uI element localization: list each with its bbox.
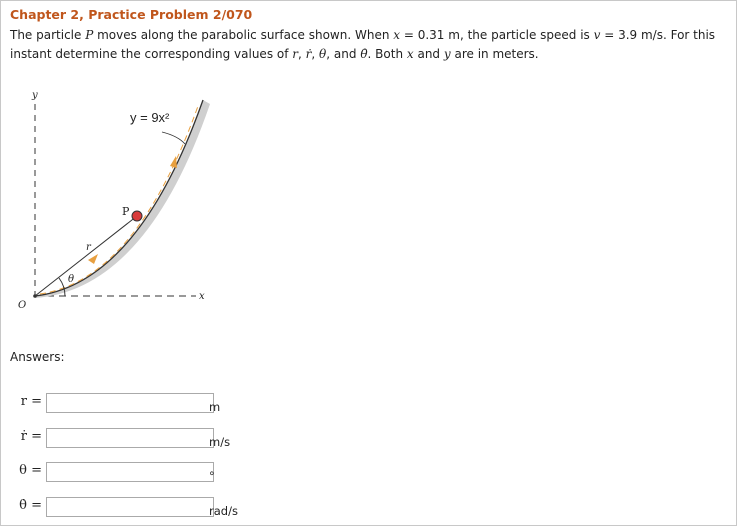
- problem-text: = 0.31 m, the particle speed is: [400, 28, 594, 42]
- parabola-figure: [18, 84, 228, 329]
- answer-row-thetadot: [10, 496, 250, 518]
- problem-text: ,: [311, 47, 320, 61]
- parabolic-surface-shade: [35, 100, 210, 298]
- answer-symbol: θ =: [19, 463, 42, 478]
- particle-path: [40, 106, 198, 294]
- problem-statement: [10, 26, 725, 64]
- curve-label: y = 9x²: [130, 110, 170, 125]
- answer-input-thetadot[interactable]: [46, 497, 214, 517]
- answer-input-rdot[interactable]: [46, 428, 214, 448]
- r-label: r: [86, 242, 91, 253]
- answer-symbol: ṙ =: [20, 429, 42, 444]
- path-arrow-icon: [88, 254, 98, 264]
- theta-label: θ: [68, 274, 75, 285]
- problem-text: The particle: [10, 28, 86, 42]
- var-x: x: [393, 28, 401, 42]
- answers-heading: Answers:: [10, 350, 65, 364]
- var-v: v: [593, 28, 601, 42]
- x-axis-label: x: [199, 291, 205, 302]
- point-label: P: [122, 205, 130, 218]
- var-theta: θ: [319, 47, 327, 61]
- var-x: x: [406, 47, 414, 61]
- answer-unit: rad/s: [209, 504, 238, 518]
- answer-unit: °: [209, 469, 215, 483]
- path-arrow-icon: [170, 156, 177, 168]
- answer-row-rdot: [10, 427, 250, 449]
- origin-label: O: [18, 300, 27, 311]
- parabolic-surface: [35, 100, 203, 296]
- var-r: r: [292, 47, 299, 61]
- answer-row-r: [10, 392, 250, 414]
- problem-text: , and: [326, 47, 361, 61]
- answer-symbol: θ̇ =: [19, 498, 42, 513]
- answer-unit: m/s: [209, 435, 231, 449]
- problem-text: . Both: [367, 47, 407, 61]
- answer-unit: m: [209, 400, 221, 414]
- problem-text: moves along the parabolic surface shown. When: [93, 28, 394, 42]
- problem-text: ,: [298, 47, 306, 61]
- y-axis-label: y: [32, 90, 38, 101]
- answer-row-theta: [10, 461, 250, 483]
- particle-p: [132, 211, 142, 221]
- problem-title: Chapter 2, Practice Problem 2/070: [10, 7, 253, 22]
- var-y: y: [443, 47, 451, 61]
- problem-text: and: [413, 47, 444, 61]
- label-pointer: [162, 132, 185, 144]
- answer-symbol: r =: [20, 394, 42, 409]
- var-p: P: [85, 28, 94, 42]
- var-thetadot: θ̇: [360, 47, 368, 61]
- answer-input-r[interactable]: [46, 393, 214, 413]
- var-rdot: ṙ: [305, 47, 312, 61]
- answer-input-theta[interactable]: [46, 462, 214, 482]
- origin-point: [33, 294, 37, 298]
- problem-text: = 3.9 m/s. For this instant determine the corresponding values of: [10, 28, 716, 61]
- problem-text: are in meters.: [450, 47, 539, 61]
